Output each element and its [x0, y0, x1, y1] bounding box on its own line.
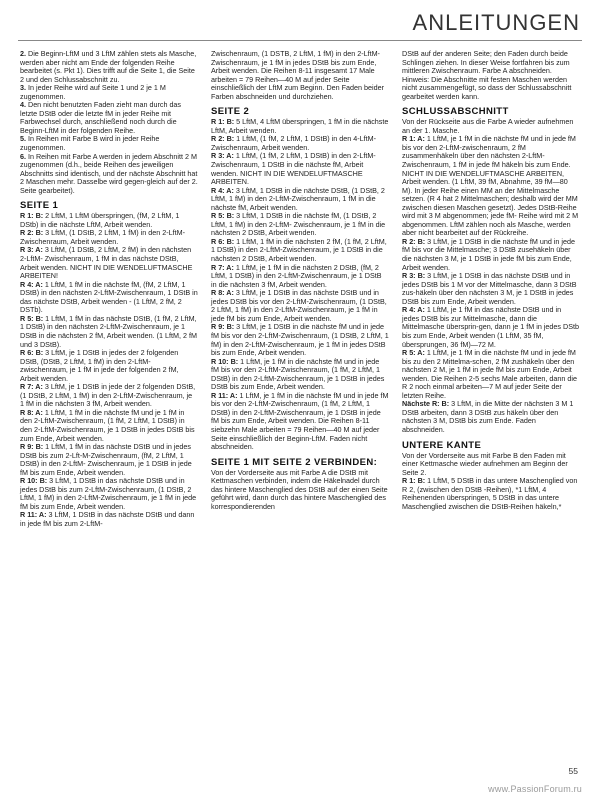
- instruction-paragraph: [20, 383, 198, 409]
- row-label: R 8: A:: [211, 288, 234, 298]
- instruction-paragraph: [211, 135, 389, 152]
- instruction-paragraph: [211, 358, 389, 392]
- instruction-text: DStB auf der anderen Seite; den Faden durch beide Schlingen ziehen. In dieser Weise fortfahren bis zum mittleren Zwischenraum. Farbe A abschneiden. Hinweis: Die Abschnitte mit festen Maschen werden nicht zusammengefügt, so dass der Schlussabschnitt gearbeitet werden kann.: [402, 49, 572, 101]
- row-label: R 5: B:: [211, 211, 235, 221]
- instruction-text: Die Beginn-LftM und 3 LftM zählen stets als Masche, werden aber nicht am Ende der folgenden Reihe bearbeitet (s. Pkt 1). Dies trifft auf die Seite 1, die Seite 2 und den Schlussabschnitt zu.: [20, 49, 197, 84]
- instruction-paragraph: [402, 306, 580, 349]
- instruction-paragraph: [402, 50, 580, 101]
- instruction-paragraph: [20, 443, 198, 477]
- instruction-text: 5 LftM, 4 LftM überspringen, 1 fM in die nächste LftM, Arbeit wenden.: [211, 117, 389, 135]
- instruction-text: 1 LftM, 1 fM in das nächste DStB, (1 fM, 2 LftM, 1 DStB) in den nächsten 2-LftM-Zwischenraum, je 1 DStB in die nächsten 2 fM, Arbeit wenden. (1 LftM, 2 fM und 3 DStB).: [20, 313, 197, 349]
- row-label: R 1: B:: [402, 476, 426, 486]
- row-label: R 11: A:: [211, 390, 238, 400]
- instruction-text: 3 LftM, je 1 DStB in die nächste fM und in jede fM bis vor den 2-LftM-Zwischenraum, (1 DStB, 2 LftM, 1 fM) in den 2-LftM-Zwischenraum, je 1 fM in jedes DStB bis zum Ende, Arbeit wenden.: [211, 322, 389, 358]
- instruction-paragraph: [402, 477, 580, 511]
- instruction-text: 3 LftM, je 1 DStB in das nächste DStB und in jedes DStB bis 1 M vor der Mittelmasche, dann 3 DStB zus-häkeln über den nächsten 3 M, je 1 DStB in jedes DStB bis zum Ende, Arbeit wenden.: [402, 271, 577, 306]
- instruction-paragraph: [20, 349, 198, 383]
- instruction-paragraph: [211, 50, 389, 101]
- instruction-paragraph: [211, 118, 389, 135]
- instruction-text: Von der Vorderseite aus mit Farbe A die DStB mit Kettmaschen verbinden, indem die Häkelnadel durch das hintere Maschenglied des DStB auf der einen Seite geführt wird, dann durch das hintere Maschenglied des korrespondierenden: [211, 467, 388, 511]
- row-label: R 10: B:: [20, 476, 48, 486]
- instruction-text: 1 LftM, je 1 fM in die nächste fM und in jede fM bis vor den 2-LftM-Zwischenraum, (1 fM, 2 LftM, 1 DStB) in den 2-LftM-Zwischenraum, je 1 DStB in jedes DStB bis zum Ende, Arbeit wenden.: [211, 356, 385, 392]
- section-heading: SEITE 1: [20, 200, 59, 212]
- row-label: 2.: [20, 49, 26, 58]
- instruction-paragraph: [402, 118, 580, 135]
- instruction-paragraph: [402, 272, 580, 306]
- instruction-text: 3 LftM, in die Mitte der nächsten 3 M 1 DStB arbeiten, dann 3 DStB zus häkeln über den nächsten 3 M, DStB bis zum Ende. Faden abschneiden.: [402, 399, 574, 434]
- instruction-text: 1 LftM, je 1 fM in die nächsten 2 DStB, (fM, 2 LftM, 1 DStB) in den 2-LftM-Zwischenraum, je 1 DStB in die nächsten 3 fM, Arbeit wenden.: [211, 262, 382, 289]
- row-label: R 9: B:: [211, 322, 235, 332]
- row-label: R 3: A:: [20, 245, 43, 255]
- instruction-paragraph: [20, 84, 198, 101]
- instruction-paragraph: [20, 246, 198, 280]
- page-number: 55: [568, 766, 578, 776]
- section-heading: SEITE 1 MIT SEITE 2 VERBINDEN:: [211, 456, 378, 468]
- row-label: R 2: B:: [211, 134, 235, 144]
- instruction-paragraph: [402, 452, 580, 478]
- instruction-text: 1 LftM, 1 fM in das nächste DStB und in jedes DStB bis zum 2-Lft-M-Zwischenraum, (fM, 2 LftM, 1 DStB) in den 2-LftM- Zwischenraum, je 1 DStB in jede fM bis zum Ende, Arbeit wenden.: [20, 442, 192, 477]
- row-label: 4.: [20, 100, 26, 110]
- text-column-middle: [211, 50, 389, 511]
- instruction-text: 3 LftM, je 1 DStB in jedes der 2 folgenden DStB, (DStB, 2 LftM, 1 fM) in den 2-LftM-zwischenraum, je 1 fM in jede der folgenden 2 fM, Arbeit wenden.: [20, 348, 179, 383]
- instruction-paragraph: [20, 135, 198, 152]
- section-heading: UNTERE KANTE: [402, 439, 482, 451]
- section-heading: SEITE 2: [211, 106, 250, 118]
- text-column-right: [402, 50, 580, 511]
- instruction-paragraph: [20, 409, 198, 443]
- instruction-paragraph: [211, 212, 389, 238]
- instruction-text: 3 LftM, 1 DStB in die nächste DStB, (1 DStB, 2 LftM, 1 fM) in den 2-LftM-Zwischenraum, 1 fM in die nächste fM, Arbeit wenden.: [211, 185, 385, 212]
- instruction-text: 3 LftM, je 1 DStB in jede der 2 folgenden DStB, (1 DStB, 2 LftM, 1 fM) in den 2-LftM-Zwischenraum, je 1 fM in die nächsten 3 fM, Arbeit wenden.: [20, 382, 196, 409]
- instruction-paragraph: [211, 323, 389, 357]
- row-label: R 7: A:: [211, 262, 234, 272]
- instruction-text: In Reihen mit Farbe B wird in jeder Reihe zugenommen.: [20, 134, 160, 153]
- instruction-text: 3 LftM, 1 DStB in das nächste DStB und in jedes DStB bis zum 2-LftM-Zwischenraum, (1 DStB, 2 LftM, 1 fM) in den 2-LftM-Zwischenraum, je 1 fM in jede fM bis zum Ende, Arbeit wenden.: [20, 476, 197, 511]
- instruction-paragraph: [20, 153, 198, 196]
- row-label: R 4: A:: [402, 305, 425, 315]
- row-label: R 1: B:: [211, 117, 235, 127]
- row-label: R 4: A:: [20, 279, 43, 289]
- instruction-text: 3 LftM, 1 DStB in das nächste DStB und dann in jede fM bis zum 2-LftM-: [20, 510, 195, 528]
- instruction-text: 1 LftM, je 1 fM in die nächste fM und in jede fM bis vor den 2-LftM-Zwischenraum, (1 fM, 2 LftM, 1 DStB) in den 2-LftM-Zwischenraum, je 1 DStB in jede fM bis zum Ende, Arbeit wenden. Die Reihen 8-11 siebzehn Male arbeiten = 79 Reihen—40 M auf jeder Seite einschließlich der Beginn-LftM. Faden nicht abschneiden.: [211, 390, 389, 452]
- instruction-text: In Reihen mit Farbe A werden in jedem Abschnitt 2 M zugenommen (d.h., beide Reihen des jeweiligen Abschnitts sind identisch, und der nächste Abschnitt hat 2 Maschen mehr. Dasselbe wird gegen-gleich auf der 2. Seite gearbeitet).: [20, 151, 198, 195]
- instruction-paragraph: [402, 349, 580, 400]
- instruction-paragraph: [20, 281, 198, 315]
- row-label: R 3: A:: [211, 151, 234, 161]
- row-label: R 9: B:: [20, 442, 44, 452]
- instruction-paragraph: [211, 238, 389, 264]
- instruction-text: Von der Rückseite aus die Farbe A wieder aufnehmen an der 1. Masche.: [402, 117, 574, 135]
- instruction-paragraph: [211, 469, 389, 512]
- instruction-paragraph: [402, 238, 580, 272]
- row-label: R 8: A:: [20, 407, 43, 417]
- instruction-paragraph: [211, 264, 389, 290]
- instruction-text: 3 LftM, je 1 DStB in die nächste fM und in jede fM bis vor die Mittelmasche; 3 DStB zusehäkeln über die nächsten 3 M, je 1 DStB in jede fM bis zum Ende, Arbeit wenden.: [402, 236, 575, 272]
- row-label: 3.: [20, 83, 26, 93]
- instruction-paragraph: [20, 477, 198, 511]
- instruction-text: 1 LftM, 1 fM in die nächste fM, (fM, 2 LftM, 1 DStB) in den nächsten 2-LftM-Zwischenraum, 1 DStB in das nächste DStB, Arbeit wenden - (1 LftM, 2 fM, 2 DSTb).: [20, 279, 198, 315]
- instruction-text: Von der Vorderseite aus mit Farbe B den Faden mit einer Kettmasche wieder aufnehmen am Beginn der Seite 2.: [402, 450, 568, 477]
- row-label: R 10: B:: [211, 356, 239, 366]
- row-label: 5.: [20, 134, 26, 144]
- instruction-text: Zwischenraum, (1 DSTB, 2 LftM, 1 fM) in den 2-LftM-Zwischenraum, je 1 fM in jedes DStB bis zum Ende, Arbeit wenden. Die Reihen 8-11 insgesamt 17 Male arbeiten = 79 Reihen—40 M auf jeder Seite einschließlich der LftM zum Beginn. Den Faden beider Farben abschneiden und durchziehen.: [211, 49, 384, 101]
- instruction-text: 1 LftM, 1 fM in die nächsten 2 fM, (1 fM, 2 LftM, 1 DStB) in den 2-LftM-Zwischenraum, je 1 DStB in die nächsten 2 DStB, Arbeit wenden.: [211, 236, 387, 264]
- instruction-paragraph: [402, 400, 580, 434]
- header-divider: [18, 40, 582, 41]
- instruction-paragraph: [20, 212, 198, 229]
- instruction-text: 1 LftM, (1 fM, 2 LftM, 1 DStB) in den 2-LftM-Zwischenraum, 1 DStB in die nächste fM, Arbeit wenden. NICHT IN DIE WENDELUFTMASCHE ARBEITEN.: [211, 151, 376, 187]
- instruction-text: 1 LftM, je 1 fM in das nächste DStB und in jedes DStB bis zur Mittelmasche, dann die Mittelmasche übersprin-gen, dann je 1 fM in jedes DStb bis zum Ende, Arbeit wenden (1 LftM, 35 fM, übersprungen, 36 fM)—72 M.: [402, 305, 579, 349]
- row-label: R 5: B:: [20, 313, 44, 323]
- row-label: R 3: B:: [402, 271, 426, 281]
- watermark: www.PassionForum.ru: [488, 784, 582, 794]
- row-label: R 6: B:: [20, 348, 44, 358]
- instruction-text: 3 LftM, je 1 DStB in das nächste DStB und in jedes DStB bis vor den 2-LftM-Zwischenraum, (1 DStB, 2 LftM, 1 fM) in den 2-LftM-Zwischenraum, je 1 fM in jede fM bis zum Ende, Arbeit wenden.: [211, 288, 387, 323]
- row-label: R 7: A:: [20, 382, 43, 392]
- instruction-paragraph: [211, 392, 389, 452]
- row-label: R 11: A:: [20, 510, 47, 520]
- instruction-paragraph: [20, 50, 198, 84]
- row-label: R 5: A:: [402, 348, 425, 358]
- instruction-paragraph: [20, 101, 198, 135]
- row-label: Nächste R: B:: [402, 399, 450, 409]
- instruction-text: 2 LftM, 1 LftM überspringen, (fM, 2 LftM, 1 DStb) in die nächste LftM, Arbeit wenden.: [20, 211, 180, 229]
- instruction-paragraph: [211, 187, 389, 213]
- instruction-text: 1 LftM, (1 fM, 2 LftM, 1 DStB) in den 4-LftM-Zwischenraum, Arbeit wenden.: [211, 134, 376, 152]
- instruction-paragraph: [20, 511, 198, 528]
- section-title: ANLEITUNGEN: [412, 10, 580, 35]
- text-column-left: [20, 50, 198, 529]
- instruction-paragraph: [20, 315, 198, 349]
- instruction-text: 3 LftM, (1 DStB, 2 LftM, 2 fM) in den nächsten 2-LftM- Zwischenraum, 1 fM in das nächste DStB, Arbeit wenden. NICHT IN DIE WENDELUFTMASCHE ARBEITEN!: [20, 245, 193, 281]
- row-label: 6.: [20, 151, 26, 161]
- instruction-text: 1 LftM, 1 fM in die nächste fM und je 1 fM in den 2-LftM-Zwischenraum, (1 fM, 2 LftM, 1 DStB) in den 2-LftM-Zwischenraum, je 1 DStB in jedes DStB bis zum Ende, Arbeit wenden.: [20, 407, 195, 443]
- row-label: R 2: B:: [402, 236, 426, 246]
- instruction-paragraph: [211, 152, 389, 186]
- instruction-text: 1 LftM, je 1 fM in die nächste fM und in jede fM bis zu den 2 Mittelma-schen, 2 fM zushäkeln über den nächsten 2 M, je 1 fM in jede fM bis zum Ende, Arbeit wenden. Die Reihen 2-5 sechs Male arbeiten, dann die R 2 noch einmal arbeiten—7 M auf jeder Seite der letzten Reihe.: [402, 348, 578, 400]
- instruction-text: 1 LftM, je 1 fM in die nächste fM und in jede fM bis vor den 2-LftM-zwischenraum, 2 fM zusammenhäkeln über den nächsten 2-LftM-Zwischenraum, 1 fM in jede fM häkeln bis zum Ende. NICHT IN DIE WENDELUFTMASCHE ARBEITEN, Arbeit wenden. (1 LftM, 39 fM, Abnahme, 39 fM—80 M). In jeder Reihe einen MM an der Mittelmasche setzen. (R 4 hat 2 Mittelmaschen; deshalb wird der MM zwischen diesen Maschen gesetzt). Jedes DStB-Reihe wird mit 3 M abgenommen; jede fM- Reihe wird mit 2 M abgenommen. LftM zählen noch als Masche, werden aber nicht bearbeitet auf der Rückreihe.: [402, 134, 579, 238]
- instruction-text: In jeder Reihe wird auf Seite 1 und 2 je 1 M zugenommen.: [20, 83, 166, 101]
- section-heading: SCHLUSSABSCHNITT: [402, 106, 509, 118]
- row-label: R 1: A:: [402, 134, 425, 144]
- instruction-paragraph: [402, 135, 580, 238]
- instruction-text: 1 LftM, 5 DStB in das untere Maschenglied von R 2, (zwischen den DStB -Reihen), *1 LftM, 4 Reihenenden überspringen, 5 DStB in das untere Maschenglied zwischen die DStB-Reihen häkeln,*: [402, 476, 578, 511]
- row-label: R 4: A:: [211, 185, 234, 195]
- instruction-paragraph: [211, 289, 389, 323]
- row-label: R 1: B:: [20, 211, 44, 221]
- instruction-paragraph: [20, 229, 198, 246]
- instruction-text: 3 LftM, (1 DStB, 2 LftM, 1 fM) in den 2-LftM- Zwischenraum, Arbeit wenden.: [20, 228, 185, 246]
- instruction-text: Den nicht benutzten Faden zieht man durch das letzte DStB oder die letzte fM in jeder Reihe mit Farbwechsel durch, anschließend noch durch die Beginn-LftM in der folgenden Reihe.: [20, 100, 182, 135]
- instruction-text: 3 LftM, 1 DStB in die nächste fM, (1 DStB, 2 LftM, 1 fM) in den 2-LftM- Zwischenraum, je 1 fM in die nächsten 2 DStB, Arbeit wenden.: [211, 211, 386, 238]
- row-label: R 6: B:: [211, 236, 235, 246]
- row-label: R 2: B:: [20, 228, 44, 238]
